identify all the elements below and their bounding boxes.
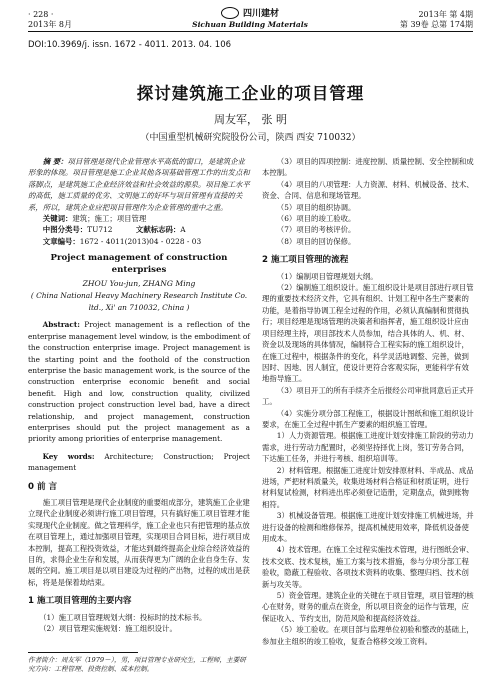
- volume-total: 第 39卷 总第 174期: [399, 20, 473, 29]
- list-item: 1）人力资源管理。根据施工进度计划安排施工阶段的劳动力需求，进行劳动力配置时，必须坚持择优上岗，签订劳务合同，下达施工任务，并进行考核、组织培训等。: [262, 431, 474, 464]
- keywords-cn: 关键词：建筑；施工；项目管理: [42, 214, 147, 224]
- section-2-heading: 2 施工项目管理的流程: [262, 255, 349, 266]
- article-number-line: 文章编号：1672 - 4011(2013)04 - 0228 - 03: [42, 236, 202, 246]
- doi-line: DOI:10.3969/j. issn. 1672 - 4011. 2013. 04. 106: [28, 40, 232, 50]
- header-divider: [28, 31, 473, 32]
- journal-logo-icon: [221, 7, 239, 19]
- list-item: （4）实施分项分部工程施工，根据设计图纸和施工组织设计要求，在施工全过程中抓生产要素的组织施工管理。: [262, 408, 474, 429]
- abstract-text: 项目管理是现代企业管理水平高低的窗口，是建筑企业形象的体现。项目管理是施工企业其他各项基础管理工作的出发点和落脚点，是建筑施工企业经济效益和社会效益的源泉。项目施工水平的高低，施工质量的优劣、文明施工的好坏与项目管理有直接的关系，所以，建筑企业应把项目管理作为企业管理的重中之重。: [28, 157, 250, 212]
- author-footnote: 作者简介：周友军（1979－），男，项目管理专业研究生，工程师，主要研究方向：工程管理、投资控制、成本控制。: [28, 656, 246, 673]
- issue-date: 2013年 8月: [28, 20, 72, 29]
- list-item: （5）竣工验收。在项目部与监理单位初验和整改的基础上，参加业主组织的竣工验收，复查合格移交竣工资料。: [262, 625, 474, 646]
- section-1-heading: 1 施工项目管理的主要内容: [28, 596, 132, 607]
- english-authors: ZHOU You-jun, ZHANG Ming: [82, 279, 196, 289]
- journal-name-en: Sichuan Building Materials: [192, 20, 308, 29]
- list-item: （4）项目的八项管理：人力资源、材料、机械设备、技术、资金、合同、信息和现场管理。: [262, 179, 474, 201]
- abstract-label: 摘 要：: [42, 157, 68, 166]
- article-authors: 周友军， 张 明: [214, 113, 287, 126]
- footnote-divider: [28, 652, 138, 653]
- list-item: （3）项目开工的所有手续齐全后报经公司审批同意后正式开工。: [262, 385, 474, 407]
- section-0-heading: 0 前 言: [28, 481, 58, 492]
- journal-name-cn: 四川建材: [242, 9, 279, 19]
- list-item: （2）编制施工组织设计。施工组织设计是项目部进行项目管理的重要技术经济文件，它具有组织、计划工程中各生产要素的功能，是着指导协调工程全过程的作用，必须认真编制和贯彻执行；项目经理是现场管理的决策者和指挥者，施工组织设计应由项目经理主持，项目部技术人员参加，结合具体的人、机、材、资金以及现场的具体情况，编制符合工程实际的施工组织设计，在施工过程中，根据条件的变化，科学灵活地调整、完善，做到因时、因地、因人制宜，使设计更符合客观实际，更能科学有效地指导施工。: [262, 283, 474, 384]
- list-item: 5）资金管理。建筑企业的关键在于项目管理，项目管理的核心在财务，财务的重点在资金，所以项目资金的运作与管理，应保证收入、节约支出，防范风险和提高经济效益。: [262, 591, 474, 623]
- list-item: （1）编制项目管理规划大纲。: [276, 271, 378, 281]
- abstract-cn: [28, 156, 250, 213]
- list-item: （6）项目的竣工验收。: [276, 214, 356, 224]
- article-affiliation: （中国重型机械研究院股份公司，陕西 西安 710032）: [140, 133, 361, 143]
- english-keywords: Key words: Architecture; Construction; Project management: [28, 451, 250, 473]
- english-abstract: Abstract: Project management is a reflection of the enterprise management level window, is the embodiment of the construction enterprise image. Project management is the starting point and the foothold of the construction enterprise the basic management work, is the source of the construction enterprise economic benefit and social benefit. High and low, construction quality, civilized construction project construction level bad, have a direct relationship, and project management, construction enterprises should put the project management as a priority among priorities of enterprise management.: [28, 320, 250, 444]
- list-item: （8）项目的回访保修。: [276, 236, 356, 246]
- list-item: 4）技术管理。在施工全过程实施技术管理，进行图纸会审、技术交底、技术复核，施工方案与技术措施，参与分项分部工程验收，隐蔽工程验收、各项技术资料的收集、整理归档、技术创新与攻关等。: [262, 545, 474, 589]
- list-item: （7）项目的考核评价。: [276, 225, 356, 235]
- list-item: （2）项目管理实施规划：施工组织设计。: [39, 624, 177, 634]
- list-item: 3）机械设备管理。根据施工进度计划安排施工机械进场，并进行设备的检测和维修保养，提高机械使用效率，降低机设备使用成本。: [262, 511, 474, 543]
- list-item: 2）材料管理。根据施工进度计划安排原材料、半成品、成品进场，严把材料质量关，收集进场材料合格证和材质证明，进行材料复试检测，材料进出库必须登记造册，定期盘点，做到账物相符。: [262, 465, 474, 509]
- classification-line: 中图分类号：TU712 文献标志码：A: [42, 225, 186, 235]
- article-title: 探讨建筑施工企业的项目管理: [136, 84, 365, 103]
- english-title: Project management of construction enterprises: [50, 253, 228, 275]
- list-item: （1）施工项目管理规划大纲：投标时的技术标书。: [39, 612, 207, 622]
- right-column: [262, 156, 474, 647]
- english-affiliation: ( China National Heavy Machinery Research Institute Co. ltd., Xi' an 710032, China ): [30, 291, 248, 312]
- section-0-paragraph: 施工项目管理是现代企业制度的重要组成部分，建筑施工企业建立现代企业制度必须讲行施工项目管理，只有搞好施工项目管理才能实现现代企业制度。做之管理科学，施工企业也只有把管理的基点放在项目管理上，通过加强项目管理，实现项目合同目标，进行项目成本控制，提高工程投资效益，才能达到最终提高企业综合经济效益的目的，求得企业生存和发展，从而获得更为广阔的企业自身生存、发展的空间。施工项目是以项目建设为过程的产出物，过程的成出是获标，将是是保着劫结束。: [28, 497, 250, 587]
- running-header-right: [400, 10, 473, 30]
- left-column: [28, 156, 250, 634]
- journal-masthead: [190, 6, 310, 29]
- list-item: （5）项目的组织协调。: [276, 202, 356, 212]
- volume-issue: 2013年 第 4期: [418, 10, 473, 19]
- running-header-left: [28, 10, 72, 30]
- page-number: · 228 ·: [28, 10, 54, 19]
- list-item: （3）项目的四项控制：进度控制、质量控制、安全控制和成本控制。: [262, 157, 474, 178]
